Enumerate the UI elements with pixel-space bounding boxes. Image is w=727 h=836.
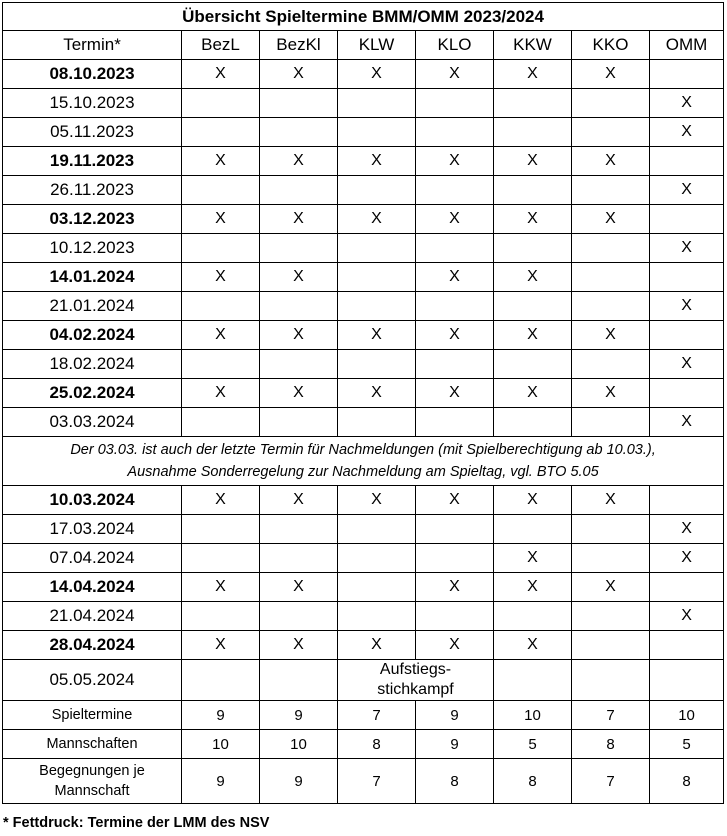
table-title: Übersicht Spieltermine BMM/OMM 2023/2024 bbox=[3, 3, 724, 31]
cell-kko bbox=[572, 602, 650, 631]
date-cell: 19.11.2023 bbox=[3, 147, 182, 176]
cell-bezkl bbox=[260, 408, 338, 437]
cell-klw bbox=[338, 118, 416, 147]
summary-value: 5 bbox=[650, 730, 724, 759]
cell-klo bbox=[416, 292, 494, 321]
cell-omm bbox=[650, 321, 724, 350]
mark-kko: X bbox=[572, 573, 650, 602]
cell-bezkl bbox=[260, 118, 338, 147]
mark-bezkl: X bbox=[260, 379, 338, 408]
table-row-14-04-2024 bbox=[3, 573, 724, 602]
mark-omm: X bbox=[650, 515, 724, 544]
mark-bezl: X bbox=[182, 379, 260, 408]
mark-klw: X bbox=[338, 60, 416, 89]
header-klo: KLO bbox=[416, 31, 494, 60]
summary-value: 8 bbox=[416, 759, 494, 804]
mark-bezl: X bbox=[182, 486, 260, 515]
mark-klo: X bbox=[416, 205, 494, 234]
summary-value: 9 bbox=[260, 759, 338, 804]
date-cell: 05.11.2023 bbox=[3, 118, 182, 147]
table-row-08-10-2023 bbox=[3, 60, 724, 89]
mark-klo: X bbox=[416, 573, 494, 602]
summary-row-spieltermine bbox=[3, 701, 724, 730]
date-cell: 10.03.2024 bbox=[3, 486, 182, 515]
mark-omm: X bbox=[650, 350, 724, 379]
mark-kkw: X bbox=[494, 544, 572, 573]
mark-kko: X bbox=[572, 486, 650, 515]
mark-klw: X bbox=[338, 147, 416, 176]
mark-klo: X bbox=[416, 147, 494, 176]
date-cell: 15.10.2023 bbox=[3, 89, 182, 118]
cell-klo bbox=[416, 408, 494, 437]
summary-value: 10 bbox=[182, 730, 260, 759]
cell-kkw bbox=[494, 350, 572, 379]
mark-bezl: X bbox=[182, 147, 260, 176]
mark-bezkl: X bbox=[260, 205, 338, 234]
mark-bezkl: X bbox=[260, 147, 338, 176]
table-row-03-12-2023 bbox=[3, 205, 724, 234]
date-cell: 14.04.2024 bbox=[3, 573, 182, 602]
note-row bbox=[3, 437, 724, 486]
date-cell: 04.02.2024 bbox=[3, 321, 182, 350]
cell-bezl bbox=[182, 660, 260, 701]
mark-omm: X bbox=[650, 89, 724, 118]
summary-row-mannschaften bbox=[3, 730, 724, 759]
cell-kkw bbox=[494, 176, 572, 205]
date-cell: 26.11.2023 bbox=[3, 176, 182, 205]
mark-bezkl: X bbox=[260, 631, 338, 660]
stichkampf-cell bbox=[338, 660, 494, 701]
table-row-25-02-2024 bbox=[3, 379, 724, 408]
cell-kko bbox=[572, 292, 650, 321]
cell-bezl bbox=[182, 176, 260, 205]
table-row-21-01-2024 bbox=[3, 292, 724, 321]
mark-kkw: X bbox=[494, 205, 572, 234]
table-row-18-02-2024 bbox=[3, 350, 724, 379]
cell-klo bbox=[416, 89, 494, 118]
cell-bezl bbox=[182, 292, 260, 321]
cell-kko bbox=[572, 350, 650, 379]
cell-kko bbox=[572, 660, 650, 701]
mark-omm: X bbox=[650, 176, 724, 205]
mark-bezl: X bbox=[182, 631, 260, 660]
mark-kkw: X bbox=[494, 379, 572, 408]
summary-value: 9 bbox=[182, 701, 260, 730]
cell-bezkl bbox=[260, 602, 338, 631]
cell-bezkl bbox=[260, 89, 338, 118]
header-klw: KLW bbox=[338, 31, 416, 60]
cell-bezkl bbox=[260, 292, 338, 321]
cell-klo bbox=[416, 602, 494, 631]
cell-omm bbox=[650, 486, 724, 515]
header-bezkl: BezKl bbox=[260, 31, 338, 60]
table-row-05-05-2024 bbox=[3, 660, 724, 701]
summary-value: 7 bbox=[338, 759, 416, 804]
cell-omm bbox=[650, 379, 724, 408]
header-row bbox=[3, 31, 724, 60]
cell-omm bbox=[650, 147, 724, 176]
cell-bezl bbox=[182, 408, 260, 437]
cell-omm bbox=[650, 263, 724, 292]
cell-klw bbox=[338, 263, 416, 292]
summary-label: Mannschaften bbox=[3, 730, 182, 759]
summary-value: 5 bbox=[494, 730, 572, 759]
table-row-14-01-2024 bbox=[3, 263, 724, 292]
cell-bezkl bbox=[260, 544, 338, 573]
date-cell: 07.04.2024 bbox=[3, 544, 182, 573]
cell-klw bbox=[338, 544, 416, 573]
cell-kko bbox=[572, 515, 650, 544]
table-row-26-11-2023 bbox=[3, 176, 724, 205]
table-row-05-11-2023 bbox=[3, 118, 724, 147]
cell-omm bbox=[650, 60, 724, 89]
cell-bezl bbox=[182, 234, 260, 263]
summary-value: 8 bbox=[494, 759, 572, 804]
cell-kkw bbox=[494, 660, 572, 701]
summary-value: 9 bbox=[416, 701, 494, 730]
mark-klo: X bbox=[416, 263, 494, 292]
cell-bezl bbox=[182, 602, 260, 631]
cell-kko bbox=[572, 176, 650, 205]
date-cell: 10.12.2023 bbox=[3, 234, 182, 263]
mark-bezkl: X bbox=[260, 263, 338, 292]
mark-bezl: X bbox=[182, 573, 260, 602]
footnote: * Fettdruck: Termine der LMM des NSV bbox=[3, 815, 270, 831]
summary-value: 8 bbox=[650, 759, 724, 804]
date-cell: 28.04.2024 bbox=[3, 631, 182, 660]
mark-kko: X bbox=[572, 379, 650, 408]
table-row-10-12-2023 bbox=[3, 234, 724, 263]
cell-klw bbox=[338, 515, 416, 544]
cell-klw bbox=[338, 89, 416, 118]
date-cell: 21.01.2024 bbox=[3, 292, 182, 321]
mark-bezkl: X bbox=[260, 321, 338, 350]
mark-kkw: X bbox=[494, 60, 572, 89]
note-cell bbox=[3, 437, 724, 486]
cell-kkw bbox=[494, 89, 572, 118]
cell-bezkl bbox=[260, 176, 338, 205]
date-cell: 21.04.2024 bbox=[3, 602, 182, 631]
header-omm: OMM bbox=[650, 31, 724, 60]
mark-klw: X bbox=[338, 631, 416, 660]
cell-bezkl bbox=[260, 234, 338, 263]
date-cell: 03.12.2023 bbox=[3, 205, 182, 234]
summary-value: 10 bbox=[494, 701, 572, 730]
cell-omm bbox=[650, 205, 724, 234]
cell-kko bbox=[572, 89, 650, 118]
date-cell: 05.05.2024 bbox=[3, 660, 182, 701]
cell-bezkl bbox=[260, 515, 338, 544]
summary-value: 7 bbox=[572, 759, 650, 804]
cell-klo bbox=[416, 544, 494, 573]
note-line-1: Der 03.03. ist auch der letzte Termin für Nachmeldungen (mit Spielberechtigung ab 10.03.), bbox=[70, 442, 656, 458]
mark-kko: X bbox=[572, 205, 650, 234]
mark-kkw: X bbox=[494, 486, 572, 515]
mark-omm: X bbox=[650, 544, 724, 573]
summary-label: Spieltermine bbox=[3, 701, 182, 730]
table-row-28-04-2024 bbox=[3, 631, 724, 660]
date-cell: 25.02.2024 bbox=[3, 379, 182, 408]
cell-kkw bbox=[494, 234, 572, 263]
mark-klo: X bbox=[416, 379, 494, 408]
mark-klo: X bbox=[416, 321, 494, 350]
summary-value: 9 bbox=[260, 701, 338, 730]
cell-klw bbox=[338, 292, 416, 321]
header-termin: Termin* bbox=[3, 31, 182, 60]
mark-kkw: X bbox=[494, 573, 572, 602]
mark-kko: X bbox=[572, 60, 650, 89]
date-cell: 14.01.2024 bbox=[3, 263, 182, 292]
date-cell: 17.03.2024 bbox=[3, 515, 182, 544]
summary-value: 10 bbox=[260, 730, 338, 759]
cell-kko bbox=[572, 408, 650, 437]
summary-value: 9 bbox=[182, 759, 260, 804]
schedule-table bbox=[2, 2, 724, 804]
mark-klo: X bbox=[416, 486, 494, 515]
table-row-17-03-2024 bbox=[3, 515, 724, 544]
cell-klw bbox=[338, 602, 416, 631]
cell-bezkl bbox=[260, 350, 338, 379]
mark-klo: X bbox=[416, 60, 494, 89]
summary-label bbox=[3, 759, 182, 804]
date-cell: 18.02.2024 bbox=[3, 350, 182, 379]
cell-bezl bbox=[182, 515, 260, 544]
header-kkw: KKW bbox=[494, 31, 572, 60]
cell-bezl bbox=[182, 544, 260, 573]
mark-omm: X bbox=[650, 602, 724, 631]
mark-bezl: X bbox=[182, 60, 260, 89]
summary-label-line-1: Begegnungen je bbox=[39, 763, 145, 779]
table-row-19-11-2023 bbox=[3, 147, 724, 176]
mark-klw: X bbox=[338, 205, 416, 234]
cell-bezl bbox=[182, 118, 260, 147]
cell-omm bbox=[650, 573, 724, 602]
cell-bezl bbox=[182, 89, 260, 118]
table-row-07-04-2024 bbox=[3, 544, 724, 573]
cell-kko bbox=[572, 118, 650, 147]
summary-value: 8 bbox=[572, 730, 650, 759]
stichkampf-line-2: stichkampf bbox=[377, 681, 454, 698]
cell-bezkl bbox=[260, 660, 338, 701]
mark-klw: X bbox=[338, 321, 416, 350]
summary-value: 9 bbox=[416, 730, 494, 759]
cell-bezl bbox=[182, 350, 260, 379]
cell-klo bbox=[416, 118, 494, 147]
mark-omm: X bbox=[650, 408, 724, 437]
mark-bezkl: X bbox=[260, 573, 338, 602]
mark-klo: X bbox=[416, 631, 494, 660]
header-bezl: BezL bbox=[182, 31, 260, 60]
mark-omm: X bbox=[650, 292, 724, 321]
cell-klw bbox=[338, 234, 416, 263]
mark-klw: X bbox=[338, 486, 416, 515]
summary-value: 7 bbox=[572, 701, 650, 730]
cell-omm bbox=[650, 660, 724, 701]
table-row-03-03-2024 bbox=[3, 408, 724, 437]
cell-klo bbox=[416, 234, 494, 263]
mark-kkw: X bbox=[494, 631, 572, 660]
table-row-21-04-2024 bbox=[3, 602, 724, 631]
mark-kkw: X bbox=[494, 147, 572, 176]
header-kko: KKO bbox=[572, 31, 650, 60]
mark-omm: X bbox=[650, 234, 724, 263]
cell-klo bbox=[416, 515, 494, 544]
summary-value: 8 bbox=[338, 730, 416, 759]
mark-bezl: X bbox=[182, 205, 260, 234]
mark-bezl: X bbox=[182, 263, 260, 292]
mark-bezkl: X bbox=[260, 60, 338, 89]
mark-kkw: X bbox=[494, 263, 572, 292]
cell-omm bbox=[650, 631, 724, 660]
cell-klw bbox=[338, 350, 416, 379]
note-line-2: Ausnahme Sonderregelung zur Nachmeldung am Spieltag, vgl. BTO 5.05 bbox=[127, 464, 599, 480]
table-row-04-02-2024 bbox=[3, 321, 724, 350]
cell-kko bbox=[572, 234, 650, 263]
cell-kkw bbox=[494, 602, 572, 631]
cell-klw bbox=[338, 573, 416, 602]
summary-value: 7 bbox=[338, 701, 416, 730]
stichkampf-line-1: Aufstiegs- bbox=[379, 661, 452, 678]
cell-kkw bbox=[494, 515, 572, 544]
mark-bezl: X bbox=[182, 321, 260, 350]
table-row-15-10-2023 bbox=[3, 89, 724, 118]
cell-kkw bbox=[494, 292, 572, 321]
mark-kkw: X bbox=[494, 321, 572, 350]
table-row-10-03-2024 bbox=[3, 486, 724, 515]
cell-kkw bbox=[494, 408, 572, 437]
cell-kkw bbox=[494, 118, 572, 147]
cell-klo bbox=[416, 350, 494, 379]
mark-klw: X bbox=[338, 379, 416, 408]
summary-row-begegnungen bbox=[3, 759, 724, 804]
summary-label-line-2: Mannschaft bbox=[54, 783, 130, 799]
date-cell: 03.03.2024 bbox=[3, 408, 182, 437]
cell-klw bbox=[338, 408, 416, 437]
date-cell: 08.10.2023 bbox=[3, 60, 182, 89]
mark-kko: X bbox=[572, 147, 650, 176]
mark-kko: X bbox=[572, 321, 650, 350]
cell-kko bbox=[572, 544, 650, 573]
cell-klo bbox=[416, 176, 494, 205]
cell-kko bbox=[572, 631, 650, 660]
cell-kko bbox=[572, 263, 650, 292]
mark-bezkl: X bbox=[260, 486, 338, 515]
mark-omm: X bbox=[650, 118, 724, 147]
summary-value: 10 bbox=[650, 701, 724, 730]
cell-klw bbox=[338, 176, 416, 205]
